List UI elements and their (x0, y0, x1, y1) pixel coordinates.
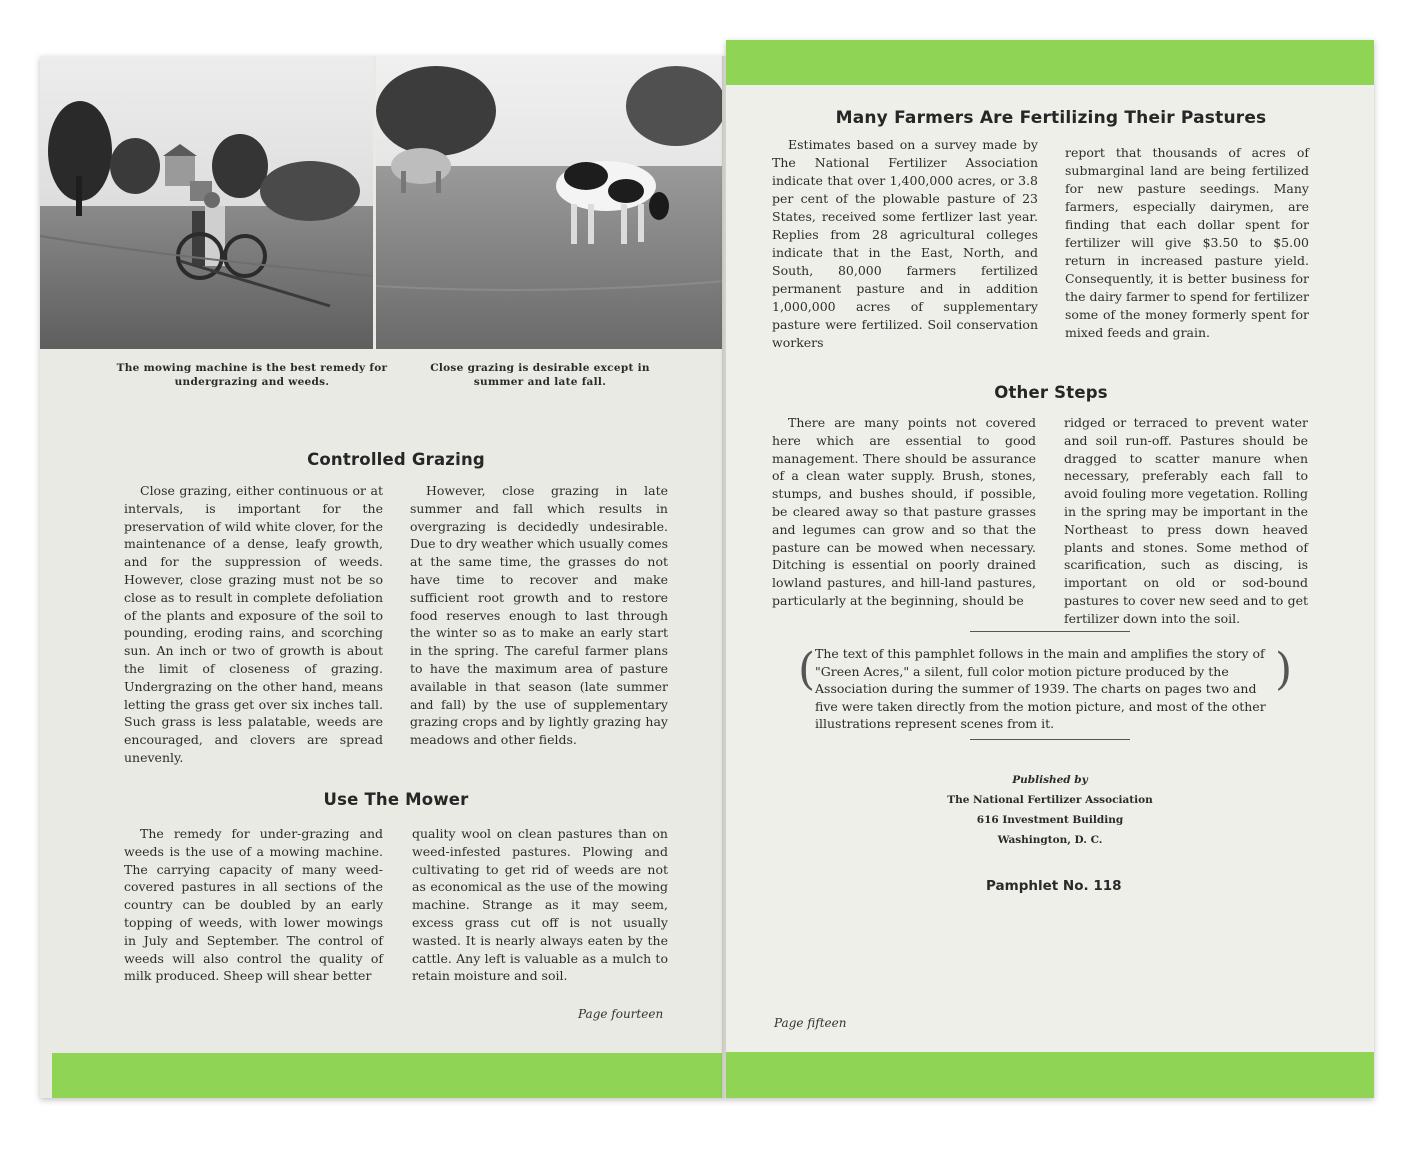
paragraph: ridged or terraced to prevent water and soil run-off. Pastures should be dragged to scatter manure when necessary, preferably each fall to avoid fouling more vegetation. Rolling in the spring may be important in the Northeast to press down heaved plants and stones. Some method of scarification, such as discing, is important on old or sod-bound pastures to cover new seed and to get fertilizer down into the soil. (1064, 415, 1308, 626)
paragraph: quality wool on clean pastures than on weed-infested pastures. Plowing and cultivating to get rid of weeds are not as economical as the use of the mowing machine. Strange as it may seem, excess grass cut off is not usually wasted. It is nearly always eaten by the cattle. Any left is valuable as a mulch to retain moisture and soil. (412, 826, 668, 984)
film-note: The text of this pamphlet follows in the main and amplifies the story of "Green Acres," a silent, full color motion picture produced by the Association during the summer of 1939. The charts on pages two and five were taken directly from the motion picture, and most of the other illustrations represent scenes from it. (815, 646, 1266, 731)
photo-caption-mowing: The mowing machine is the best remedy for undergrazing and weeds. (116, 362, 388, 389)
green-band-top (726, 40, 1374, 85)
publisher-city: Washington, D. C. (997, 834, 1103, 846)
page-number-fifteen: Page fifteen (774, 1016, 847, 1030)
green-band-bottom (52, 1053, 726, 1098)
paragraph: report that thousands of acres of submarginal land are being fertilized for new pasture seedings. Many farmers, especially dairymen, are finding that each dollar spent for fertilizer will give $3.50 to $5.00 return in increased pasture yield. Consequently, it is better business for the dairy farmer to spend for fertilizer some of the money formerly spent for mixed feeds and grain. (1065, 145, 1309, 340)
other-steps-col2 (1064, 414, 1308, 628)
green-band-bottom-right (726, 1052, 1374, 1098)
right-page (726, 40, 1374, 1098)
use-the-mower-col1 (124, 825, 383, 985)
use-the-mower-heading: Use The Mower (323, 790, 469, 809)
note-left-paren: ( (798, 644, 816, 695)
fertilizing-heading: Many Farmers Are Fertilizing Their Pastures (835, 108, 1267, 128)
note-right-paren: ) (1275, 644, 1293, 695)
controlled-grazing-heading: Controlled Grazing (307, 450, 485, 469)
published-by: Published by (1012, 774, 1088, 786)
pamphlet-number: Pamphlet No. 118 (986, 878, 1122, 894)
mowing-photo (40, 56, 373, 349)
controlled-grazing-col1 (124, 482, 383, 767)
paragraph: There are many points not covered here which are essential to good management. There should be assurance of a clean water supply. Brush, stones, stumps, and bushes should, if possible, be cleared away so that pasture grasses and legumes can grow and so that the pasture can be mowed when necessary. Ditching is essential on poorly drained lowland pastures, and hill-land pastures, particularly at the beginning, should be (772, 415, 1036, 608)
fertilizing-col2 (1065, 144, 1309, 342)
left-page (40, 56, 726, 1098)
publisher-block (890, 770, 1210, 850)
cows-grazing-photo (376, 56, 726, 349)
publisher-name: The National Fertilizer Association (947, 794, 1153, 806)
other-steps-heading: Other Steps (994, 383, 1108, 402)
page-number-fourteen: Page fourteen (578, 1007, 664, 1021)
paragraph: The remedy for under-grazing and weeds is the use of a mowing machine. The carrying capacity of many weed-covered pastures in all sections of the country can be doubled by an early topping of weeds, with lower mowings in July and September. The control of weeds will also control the quality of milk produced. Sheep will shear better (124, 826, 383, 984)
controlled-grazing-col2 (410, 482, 668, 749)
paragraph: However, close grazing in late summer and fall which results in overgrazing is decidedly undesirable. Due to dry weather which usually comes at the same time, the grasses do not have time to recover and make sufficient root growth and to restore food reserves enough to last through the winter so as to make an early start in the spring. The careful farmer plans to have the maximum area of pasture available in that season (late summer and fall) by the use of supplementary grazing crops and by lightly grazing hay meadows and other fields. (410, 483, 668, 748)
note-rule-top (970, 631, 1130, 632)
paragraph: Close grazing, either continuous or at intervals, is important for the preservation of wild white clover, for the maintenance of a dense, leafy growth, and for the suppression of weeds. However, close grazing must not be so close as to result in complete defoliation of the plants and exposure of the soil to pounding, eroding rains, and scorching sun. An inch or two of growth is about the limit of closeness of grazing. Undergrazing on the other hand, means letting the grass get over six inches tall. Such grass is less palatable, weeds are encouraged, and clovers are spread unevenly. (124, 483, 383, 765)
photo-caption-grazing: Close grazing is desirable except in summer and late fall. (430, 362, 650, 389)
fertilizing-col1 (772, 136, 1038, 352)
paragraph: Estimates based on a survey made by The National Fertilizer Association indicate that over 1,400,000 acres, or 3.8 per cent of the plowable pasture of 23 States, received some fertlizer last year. Replies from 28 agricultural colleges indicate that in the East, North, and South, 80,000 farmers fertilized permanent pasture and in addition 1,000,000 acres of supplementary pasture were fertilized. Soil conservation workers (772, 137, 1038, 350)
note-rule-bottom (970, 739, 1130, 740)
other-steps-col1 (772, 414, 1036, 610)
use-the-mower-col2 (412, 825, 668, 985)
publisher-address: 616 Investment Building (976, 814, 1124, 826)
